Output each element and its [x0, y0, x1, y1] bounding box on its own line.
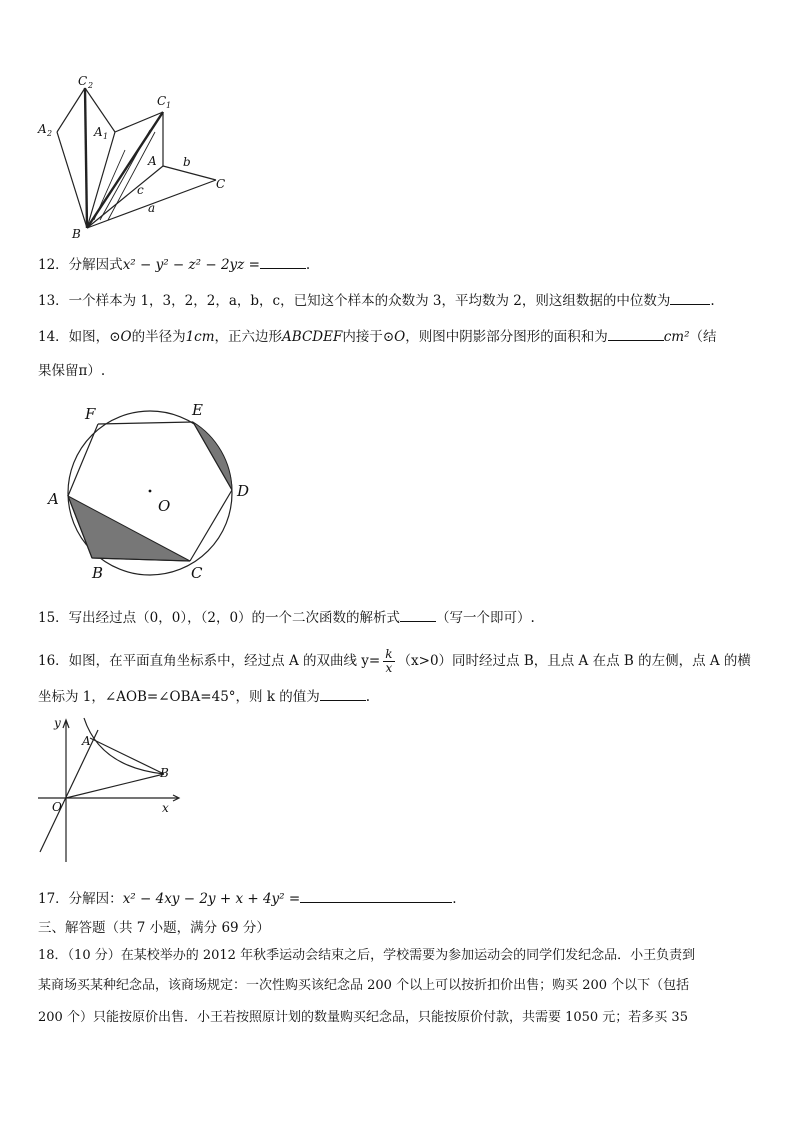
q16-fraction: [383, 648, 394, 675]
q15-note: （写一个即可）.: [436, 610, 535, 626]
question-16-line2: [38, 686, 370, 707]
hex-label-O: O: [158, 497, 171, 515]
coord-label-O: O: [52, 800, 62, 814]
q17-answer-blank[interactable]: [300, 888, 452, 903]
q14-circle-symbol: ⊙O: [109, 329, 132, 345]
q17-expression: x² − 4xy − 2y + x + 4y² =: [122, 891, 301, 907]
axis-label-y: y: [54, 716, 61, 730]
hex-label-F: F: [85, 405, 96, 423]
q16-fraction-numerator: k: [385, 647, 393, 661]
question-12: [38, 254, 310, 275]
label-A2: A: [38, 122, 47, 136]
axis-label-x: x: [162, 801, 169, 815]
label-a: a: [148, 201, 156, 215]
q15-text: 15．写出经过点（0，0），（2，0）的一个二次函数的解析式: [38, 610, 401, 626]
label-C2-sub: 2: [88, 81, 94, 90]
q14-text-a: 14．如图，: [38, 329, 110, 345]
coord-label-B: B: [160, 766, 169, 780]
q14-text-c: ，正六边形: [214, 329, 283, 345]
q14-answer-blank[interactable]: [608, 326, 664, 341]
label-B: B: [72, 227, 81, 241]
label-C1-sub: 1: [166, 101, 172, 110]
q16-text-line2: 坐标为 1，∠AOB=∠OBA=45°，则 k 的值为: [38, 689, 320, 705]
q14-hexagon-name: ABCDEF: [282, 329, 343, 345]
q14-circle-symbol-2: ⊙O: [382, 329, 406, 345]
q12-answer-blank[interactable]: [260, 254, 306, 269]
question-14-line2: 果保留π）.: [38, 363, 106, 379]
hex-label-C: C: [191, 564, 203, 582]
question-13: [38, 290, 715, 311]
q12-end: .: [305, 257, 311, 273]
q14-radius: 1cm: [185, 329, 215, 345]
hex-label-E: E: [192, 401, 203, 419]
q16-end: .: [365, 689, 371, 705]
label-b: b: [183, 155, 191, 169]
label-A1: A: [94, 125, 103, 139]
hex-label-B: B: [92, 564, 104, 582]
question-16-line1: [38, 648, 751, 675]
q15-answer-blank[interactable]: [400, 607, 436, 622]
section-3-title: 三、解答题（共 7 小题，满分 69 分）: [38, 920, 270, 936]
q16-text-b: （x>0）同时经过点 B，且点 A 在点 B 的左侧，点 A 的横: [397, 653, 751, 669]
question-17: [38, 888, 456, 909]
question-15: [38, 607, 535, 628]
q13-end: .: [710, 293, 715, 309]
hex-label-D: D: [237, 482, 250, 500]
figure-folding: [30, 70, 240, 245]
label-C1: C: [157, 94, 167, 108]
q14-text-d: 内接于: [342, 329, 383, 345]
question-18-line3: 200 个）只能按原价出售．小王若按照原计划的数量购买纪念品，只能按原价付款，共需要 1050 元；若多买 35: [38, 1010, 688, 1025]
question-18-line1: 18．（10 分）在某校举办的 2012 年秋季运动会结束之后，学校需要为参加运动会的同学们发纪念品．小王负责到: [38, 948, 696, 963]
question-18-line2: 某商场买某种纪念品，该商场规定：一次性购买该纪念品 200 个以上可以按折扣价出售；购买 200 个以下（包括: [38, 978, 690, 993]
hex-label-A: A: [48, 490, 59, 508]
q12-expression: x² − y² − z² − 2yz =: [122, 257, 260, 273]
q14-unit: cm²: [663, 329, 690, 345]
q17-prefix: 17．分解因：: [38, 891, 123, 907]
label-C: C: [216, 177, 226, 191]
q16-fraction-denominator: x: [385, 661, 393, 675]
q14-text-f: （结: [689, 329, 717, 345]
label-A: A: [148, 154, 157, 168]
q13-text: 13．一个样本为 1，3，2，2，a，b，c，已知这个样本的众数为 3，平均数为 2，则这组数据的中位数为: [38, 293, 671, 309]
label-A1-sub: 1: [103, 132, 109, 141]
q16-answer-blank[interactable]: [320, 686, 366, 701]
q14-text-b: 的半径为: [131, 329, 186, 345]
coord-label-A: A: [82, 734, 91, 748]
q17-end: .: [452, 891, 457, 907]
figure-coordinate-plane: [30, 712, 190, 867]
q16-text-a: 16．如图，在平面直角坐标系中，经过点 A 的双曲线 y=: [38, 653, 381, 669]
label-C2: C: [78, 74, 88, 88]
q13-answer-blank[interactable]: [670, 290, 710, 305]
q14-text-e: ，则图中阴影部分图形的面积和为: [405, 329, 608, 345]
label-c: c: [137, 183, 144, 197]
figure-hexagon-in-circle: [40, 398, 270, 588]
q12-prefix: 12．分解因式: [38, 257, 123, 273]
label-A2-sub: 2: [47, 129, 53, 138]
question-14-line1: [38, 326, 717, 347]
